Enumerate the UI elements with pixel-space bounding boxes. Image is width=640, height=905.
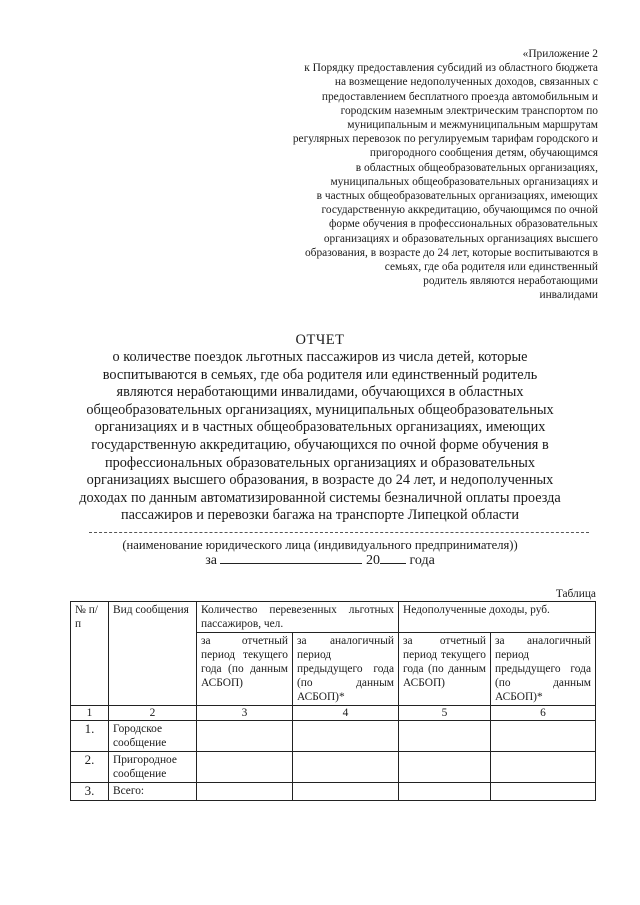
appendix-line: инвалидами (539, 289, 598, 302)
org-name-caption: (наименование юридического лица (индивидуального предпринимателя)) (122, 538, 518, 552)
subject-line: воспитываются в семьях, где оба родителя или единственный родитель (102, 366, 538, 383)
row-label: Пригородное сообщение (109, 752, 197, 783)
appendix-line: в частных общеобразовательных организациях, имеющих (316, 190, 598, 203)
data-cell[interactable] (399, 721, 491, 752)
appendix-line: образования, в возрасте до 24 лет, которые воспитываются в (304, 246, 598, 259)
appendix-line: организациях и образовательных организациях высшего (323, 232, 598, 245)
data-cell[interactable] (491, 721, 596, 752)
appendix-line: предоставлением бесплатного проезда автомобильным и (321, 90, 598, 103)
report-period (70, 552, 570, 569)
appendix-line: к Порядку предоставления субсидий из областного бюджета (304, 62, 598, 75)
column-number: 1 (71, 706, 109, 721)
year-blank[interactable] (380, 552, 406, 564)
data-cell[interactable] (293, 721, 399, 752)
appendix-line: в областных общеобразовательных организациях, (355, 161, 598, 174)
subject-line: являются неработающими инвалидами, обучающихся в областных (116, 384, 524, 401)
report-title: ОТЧЕТ (295, 332, 345, 348)
table-label: Таблица (555, 588, 596, 600)
header-count-group: Количество перевезенных льготных пассажиров, чел. (197, 602, 399, 633)
data-cell[interactable] (197, 721, 293, 752)
data-cell[interactable] (399, 783, 491, 801)
appendix-line: пригородного сообщения детям, обучающимся (369, 147, 598, 160)
column-number: 3 (197, 706, 293, 721)
data-cell[interactable] (197, 783, 293, 801)
data-cell[interactable] (293, 752, 399, 783)
subject-line: организациях и в частных общеобразовательных организациях, имеющих (94, 419, 546, 436)
row-number: 1. (71, 721, 109, 752)
column-number-row (71, 706, 596, 721)
appendix-line: городским наземным электрическим транспортом по (340, 104, 598, 117)
subheader-cell: за отчетный период текущего года (по данным АСБОП) (197, 633, 293, 706)
subheader-cell: за аналогичный период предыдущего года (по данным АСБОП)* (491, 633, 596, 706)
appendix-line: форме обучения в профессиональных образовательных (329, 218, 598, 231)
appendix-line: «Приложение 2 (522, 48, 598, 60)
subheader-cell: за аналогичный период предыдущего года (по данным АСБОП)* (293, 633, 399, 706)
table-row (71, 721, 596, 752)
column-number: 2 (109, 706, 197, 721)
subject-line: организациях высшего образования, в возрасте до 24 лет, и недополученных (86, 472, 554, 489)
subject-line: доходах по данным автоматизированной системы безналичной оплаты проезда (79, 489, 561, 506)
period-year: 20 (365, 553, 380, 568)
row-label: Городское сообщение (109, 721, 197, 752)
subject-line: общеобразовательных организациях, муниципальных общеобразовательных (86, 401, 554, 418)
data-cell[interactable] (293, 783, 399, 801)
table-row (71, 783, 596, 801)
data-cell[interactable] (491, 752, 596, 783)
column-number: 6 (491, 706, 596, 721)
appendix-header (238, 47, 598, 303)
appendix-line: семьях, где оба родителя или единственный (384, 261, 598, 274)
appendix-line: регулярных перевозок по регулируемым тарифам городского и (292, 133, 598, 146)
appendix-line: муниципальным и межмуниципальным маршрутам (347, 119, 598, 132)
header-row (71, 602, 596, 633)
org-name-fill-line[interactable] (89, 532, 589, 533)
header-num: № п/п (71, 602, 109, 706)
row-number: 2. (71, 752, 109, 783)
appendix-line: родитель являются неработающими (423, 275, 598, 288)
period-prefix: за (205, 553, 217, 568)
header-income-group: Недополученные доходы, руб. (399, 602, 596, 633)
column-number: 4 (293, 706, 399, 721)
report-subject (70, 349, 570, 525)
row-label: Всего: (109, 783, 197, 801)
appendix-line: на возмещение недополученных доходов, связанных с (334, 76, 598, 89)
period-blank[interactable] (220, 552, 362, 564)
report-table (70, 601, 596, 801)
subheader-cell: за отчетный период текущего года (по данным АСБОП) (399, 633, 491, 706)
period-suffix: года (409, 553, 435, 568)
header-type: Вид сообщения (109, 602, 197, 706)
data-cell[interactable] (197, 752, 293, 783)
appendix-line: муниципальных общеобразовательных организациях и (330, 175, 598, 188)
data-cell[interactable] (491, 783, 596, 801)
subject-line: профессиональных образовательных организациях и образовательных (104, 454, 535, 471)
subject-line: государственную аккредитацию, обучающихся по очной форме обучения в (91, 436, 549, 453)
subject-line: о количестве поездок льготных пассажиров из числа детей, которые (112, 349, 528, 365)
data-cell[interactable] (399, 752, 491, 783)
row-number: 3. (71, 783, 109, 801)
subject-line: пассажиров и перевозки багажа на транспорте Липецкой области (120, 507, 520, 524)
table-row (71, 752, 596, 783)
column-number: 5 (399, 706, 491, 721)
appendix-line: государственную аккредитацию, обучающимся по очной (321, 204, 598, 217)
